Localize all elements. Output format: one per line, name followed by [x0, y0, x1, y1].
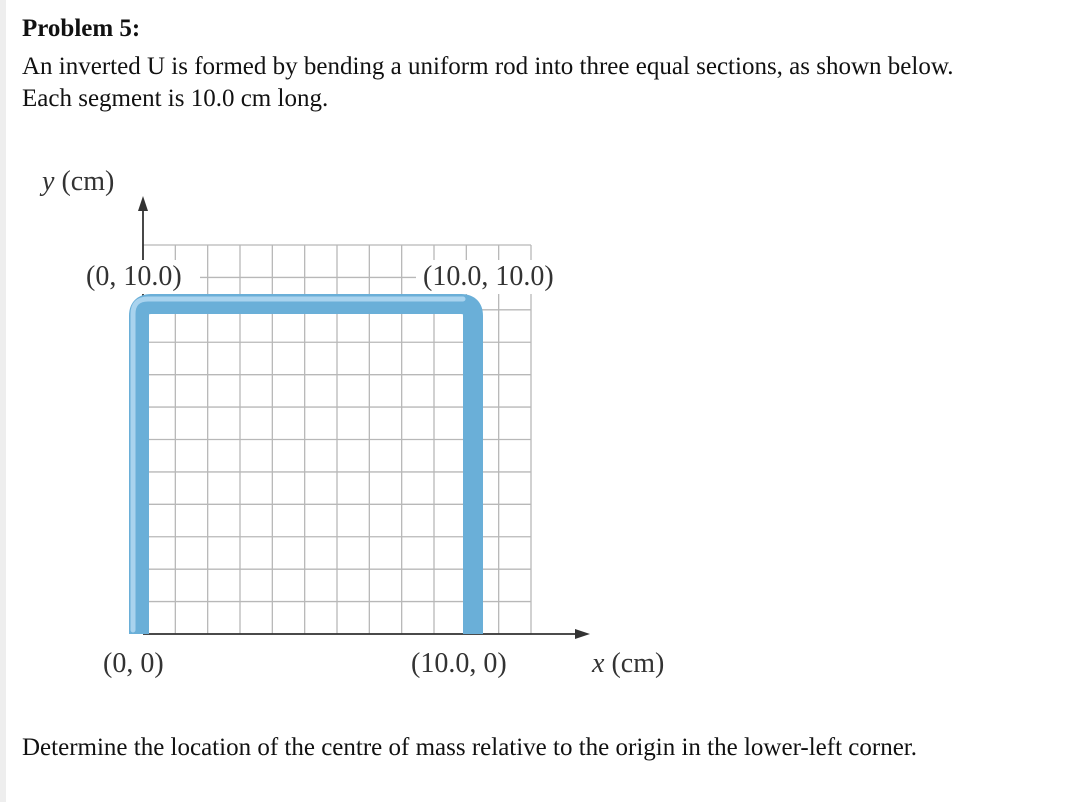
y-axis-arrow-icon: [138, 196, 148, 211]
problem-title: Problem 5:: [22, 15, 141, 42]
y-axis-label: y (cm): [42, 166, 115, 197]
label-bottom-left: (0, 0): [103, 648, 164, 679]
rod-body: [139, 304, 473, 634]
inverted-u-rod: [133, 299, 473, 634]
rod-highlight: [133, 299, 463, 630]
label-bottom-right: (10.0, 0): [411, 648, 507, 679]
statement-line-2: Each segment is 10.0 cm long.: [22, 85, 329, 112]
x-axis-arrow-icon: [575, 629, 590, 639]
statement-line-1: An inverted U is formed by bending a uniform rod into three equal sections, as shown below.: [22, 53, 954, 80]
problem-question: Determine the location of the centre of mass relative to the origin in the lower-left corner.: [22, 734, 917, 761]
label-top-right: (10.0, 10.0): [423, 261, 554, 292]
x-axis-label: x (cm): [592, 648, 665, 679]
label-top-left: (0, 10.0): [86, 261, 182, 292]
